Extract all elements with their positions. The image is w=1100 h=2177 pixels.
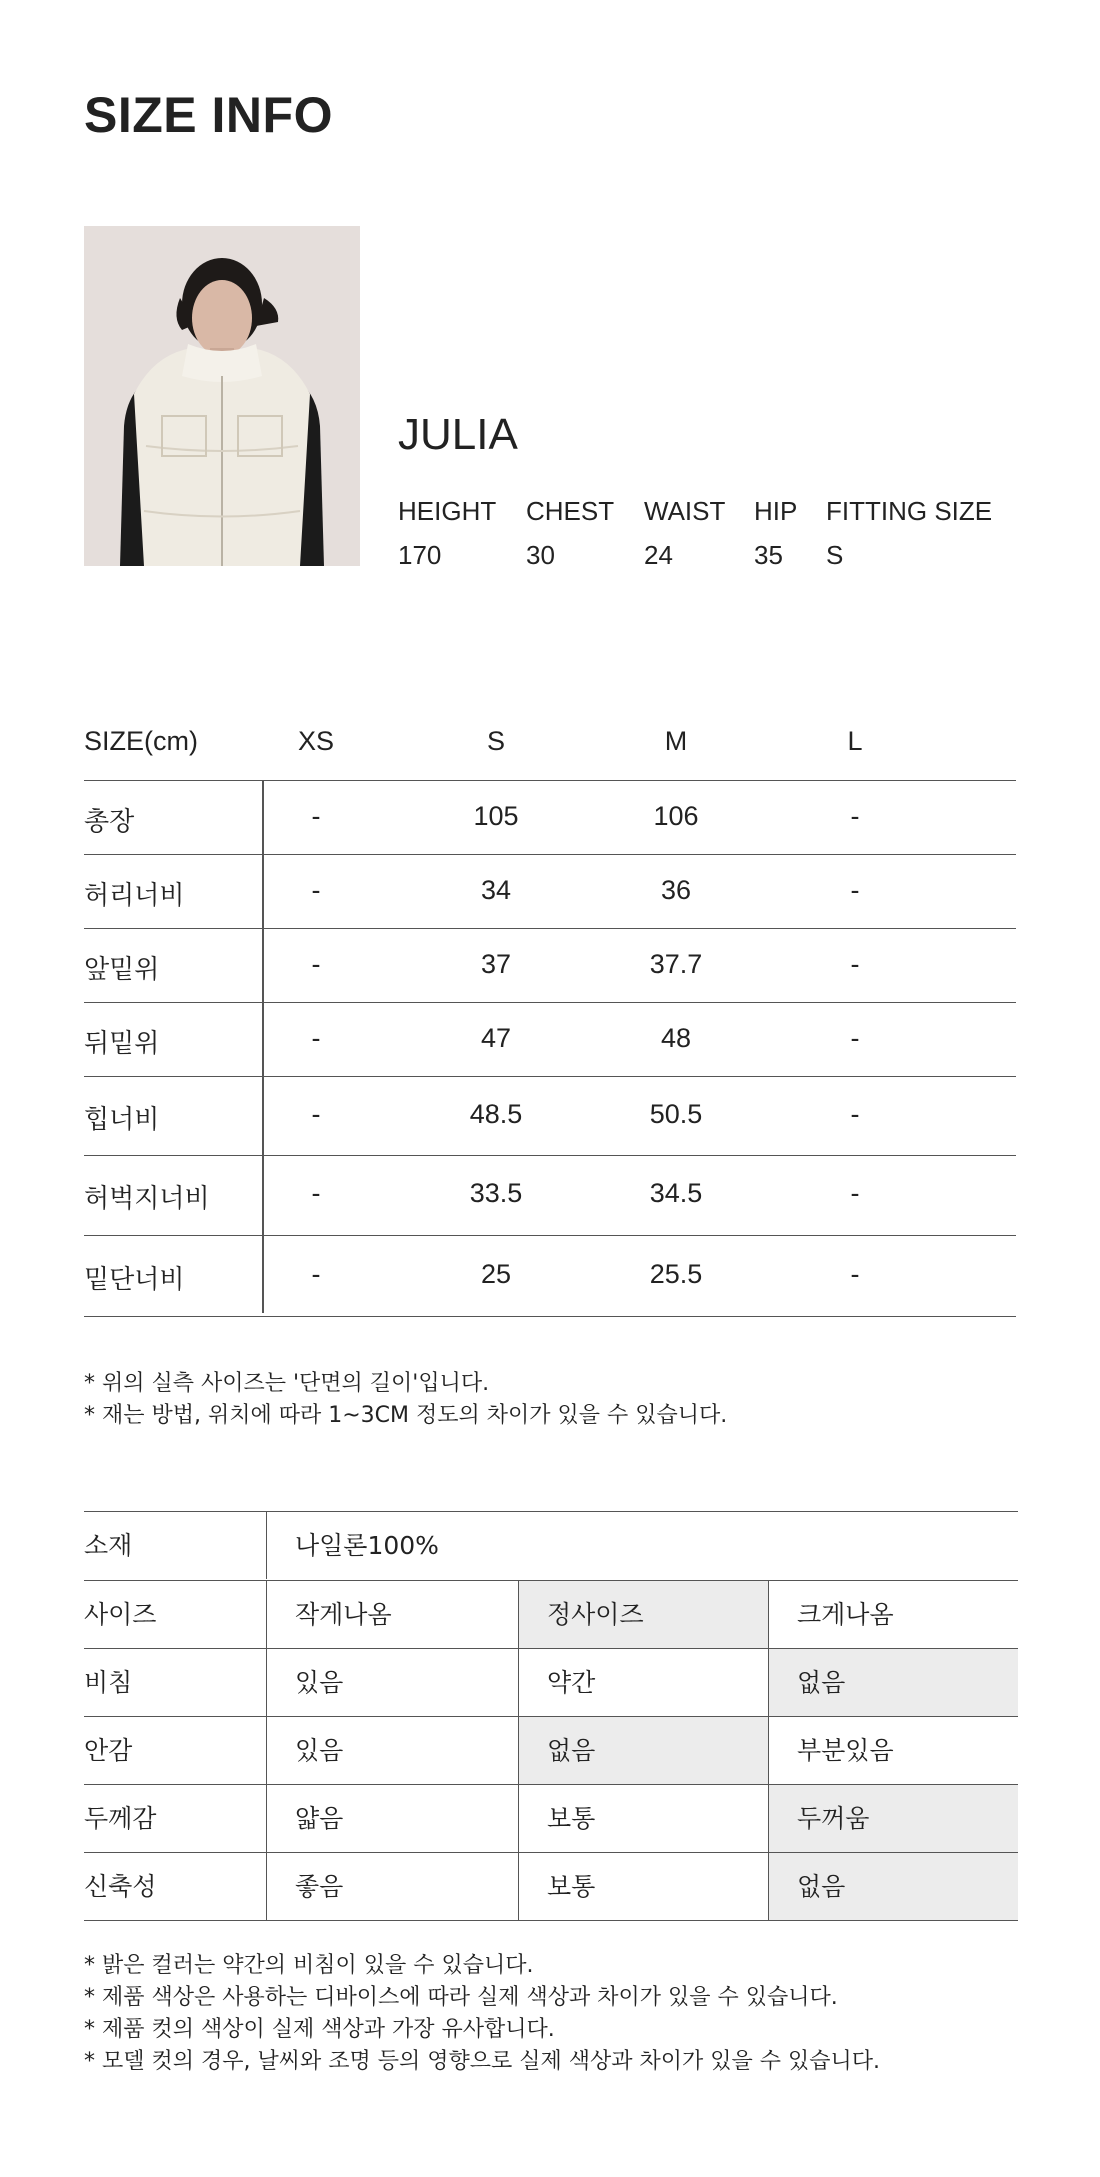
size-header-s: S: [486, 726, 506, 756]
size-cell: 36: [660, 875, 692, 905]
attribute-option: 약간: [518, 1649, 768, 1716]
size-cell: -: [850, 875, 860, 905]
size-cell: 48: [660, 1023, 692, 1053]
size-cell: -: [850, 949, 860, 979]
attribute-option: 얇음: [266, 1785, 518, 1852]
size-row-back-rise: [84, 1003, 1016, 1077]
stat-fitting-size-value: S: [826, 540, 844, 570]
size-cell: -: [850, 1259, 860, 1289]
attribute-label: 사이즈: [84, 1600, 157, 1629]
size-row-label: 밑단너비: [84, 1265, 185, 1295]
attribute-option: 있음: [266, 1717, 518, 1784]
size-cell: -: [850, 1178, 860, 1208]
size-cell: -: [311, 1023, 321, 1053]
size-header-xs: XS: [297, 726, 335, 756]
stat-hip-value: 35: [754, 540, 783, 570]
size-header-m: M: [664, 726, 688, 756]
size-table: [84, 710, 1016, 1317]
size-note: * 재는 방법, 위치에 따라 1~3CM 정도의 차이가 있을 수 있습니다.: [84, 1403, 728, 1428]
size-cell: 37.7: [649, 949, 703, 979]
stat-fitting-size-label: FITTING SIZE: [826, 496, 993, 526]
size-row-label: 앞밑위: [84, 955, 160, 985]
size-cell: 48.5: [469, 1099, 523, 1129]
stat-chest-value: 30: [526, 540, 555, 570]
size-row-length: [84, 781, 1016, 855]
size-row-label: 허벅지너비: [84, 1184, 210, 1214]
size-cell: -: [311, 1099, 321, 1129]
size-cell: 25: [480, 1259, 512, 1289]
size-cell: 34: [480, 875, 512, 905]
size-cell: -: [850, 801, 860, 831]
material-row-sheerness: [84, 1649, 1018, 1717]
model-illustration: [84, 226, 360, 566]
material-label: 소재: [84, 1531, 133, 1560]
attribute-option: 좋음: [266, 1853, 518, 1920]
size-cell: -: [311, 801, 321, 831]
attribute-option: 부분있음: [768, 1717, 1018, 1784]
material-table: [84, 1511, 1018, 1921]
size-cell: -: [850, 1023, 860, 1053]
page-title: SIZE INFO: [84, 87, 333, 143]
size-cell: 37: [480, 949, 512, 979]
attribute-option: 있음: [266, 1649, 518, 1716]
size-row-label: 힙너비: [84, 1105, 160, 1135]
size-row-label: 뒤밑위: [84, 1029, 160, 1059]
stat-height-label: HEIGHT: [398, 496, 497, 526]
attribute-label: 안감: [84, 1736, 133, 1765]
size-cell: 25.5: [649, 1259, 703, 1289]
footer-note: * 제품 컷의 색상이 실제 색상과 가장 유사합니다.: [84, 2017, 555, 2042]
attribute-label: 신축성: [84, 1872, 157, 1901]
size-row-hem: [84, 1236, 1016, 1317]
stat-waist-value: 24: [644, 540, 673, 570]
material-value: 나일론100%: [266, 1512, 1018, 1579]
attribute-label: 두께감: [84, 1804, 157, 1833]
size-table-divider: [262, 780, 264, 1313]
size-cell: -: [311, 1178, 321, 1208]
footer-note: * 밝은 컬러는 약간의 비침이 있을 수 있습니다.: [84, 1953, 534, 1978]
size-cell: -: [311, 875, 321, 905]
model-name: JULIA: [398, 410, 518, 459]
size-header-l: L: [847, 726, 863, 756]
material-row-thickness: [84, 1785, 1018, 1853]
attribute-option-selected: 없음: [768, 1853, 1018, 1920]
attribute-option: 크게나옴: [768, 1581, 1018, 1648]
size-cell: 106: [653, 801, 699, 831]
size-cell: 33.5: [469, 1178, 523, 1208]
attribute-option: 보통: [518, 1853, 768, 1920]
size-table-header: [84, 710, 1016, 781]
size-header-unit: SIZE(cm): [84, 726, 198, 756]
size-note: * 위의 실측 사이즈는 '단면의 길이'입니다.: [84, 1371, 490, 1396]
size-cell: 105: [473, 801, 519, 831]
material-row-fabric: [84, 1512, 1018, 1581]
footer-notes: [84, 1950, 880, 2078]
size-row-waist: [84, 855, 1016, 929]
stat-waist-label: WAIST: [644, 496, 726, 526]
size-cell: 47: [480, 1023, 512, 1053]
size-cell: -: [311, 1259, 321, 1289]
attribute-option: 작게나옴: [266, 1581, 518, 1648]
material-row-size: [84, 1581, 1018, 1649]
attribute-label: 비침: [84, 1668, 133, 1697]
model-photo: [84, 226, 360, 566]
attribute-option-selected: 없음: [768, 1649, 1018, 1716]
size-notes: [84, 1368, 727, 1432]
size-cell: 50.5: [649, 1099, 703, 1129]
size-row-label: 총장: [84, 807, 135, 837]
attribute-option-selected: 정사이즈: [518, 1581, 768, 1648]
material-row-stretch: [84, 1853, 1018, 1921]
attribute-option-selected: 두꺼움: [768, 1785, 1018, 1852]
size-cell: 34.5: [649, 1178, 703, 1208]
size-row-thigh: [84, 1156, 1016, 1236]
size-row-hip: [84, 1077, 1016, 1156]
attribute-option-selected: 없음: [518, 1717, 768, 1784]
size-row-front-rise: [84, 929, 1016, 1003]
size-row-label: 허리너비: [84, 881, 185, 911]
stat-hip-label: HIP: [754, 496, 798, 526]
stat-height-value: 170: [398, 540, 442, 570]
material-row-lining: [84, 1717, 1018, 1785]
attribute-option: 보통: [518, 1785, 768, 1852]
footer-note: * 모델 컷의 경우, 날씨와 조명 등의 영향으로 실제 색상과 차이가 있을 수 있습니다.: [84, 2049, 880, 2074]
size-cell: -: [850, 1099, 860, 1129]
footer-note: * 제품 색상은 사용하는 디바이스에 따라 실제 색상과 차이가 있을 수 있습니다.: [84, 1985, 838, 2010]
size-cell: -: [311, 949, 321, 979]
stat-chest-label: CHEST: [526, 496, 615, 526]
